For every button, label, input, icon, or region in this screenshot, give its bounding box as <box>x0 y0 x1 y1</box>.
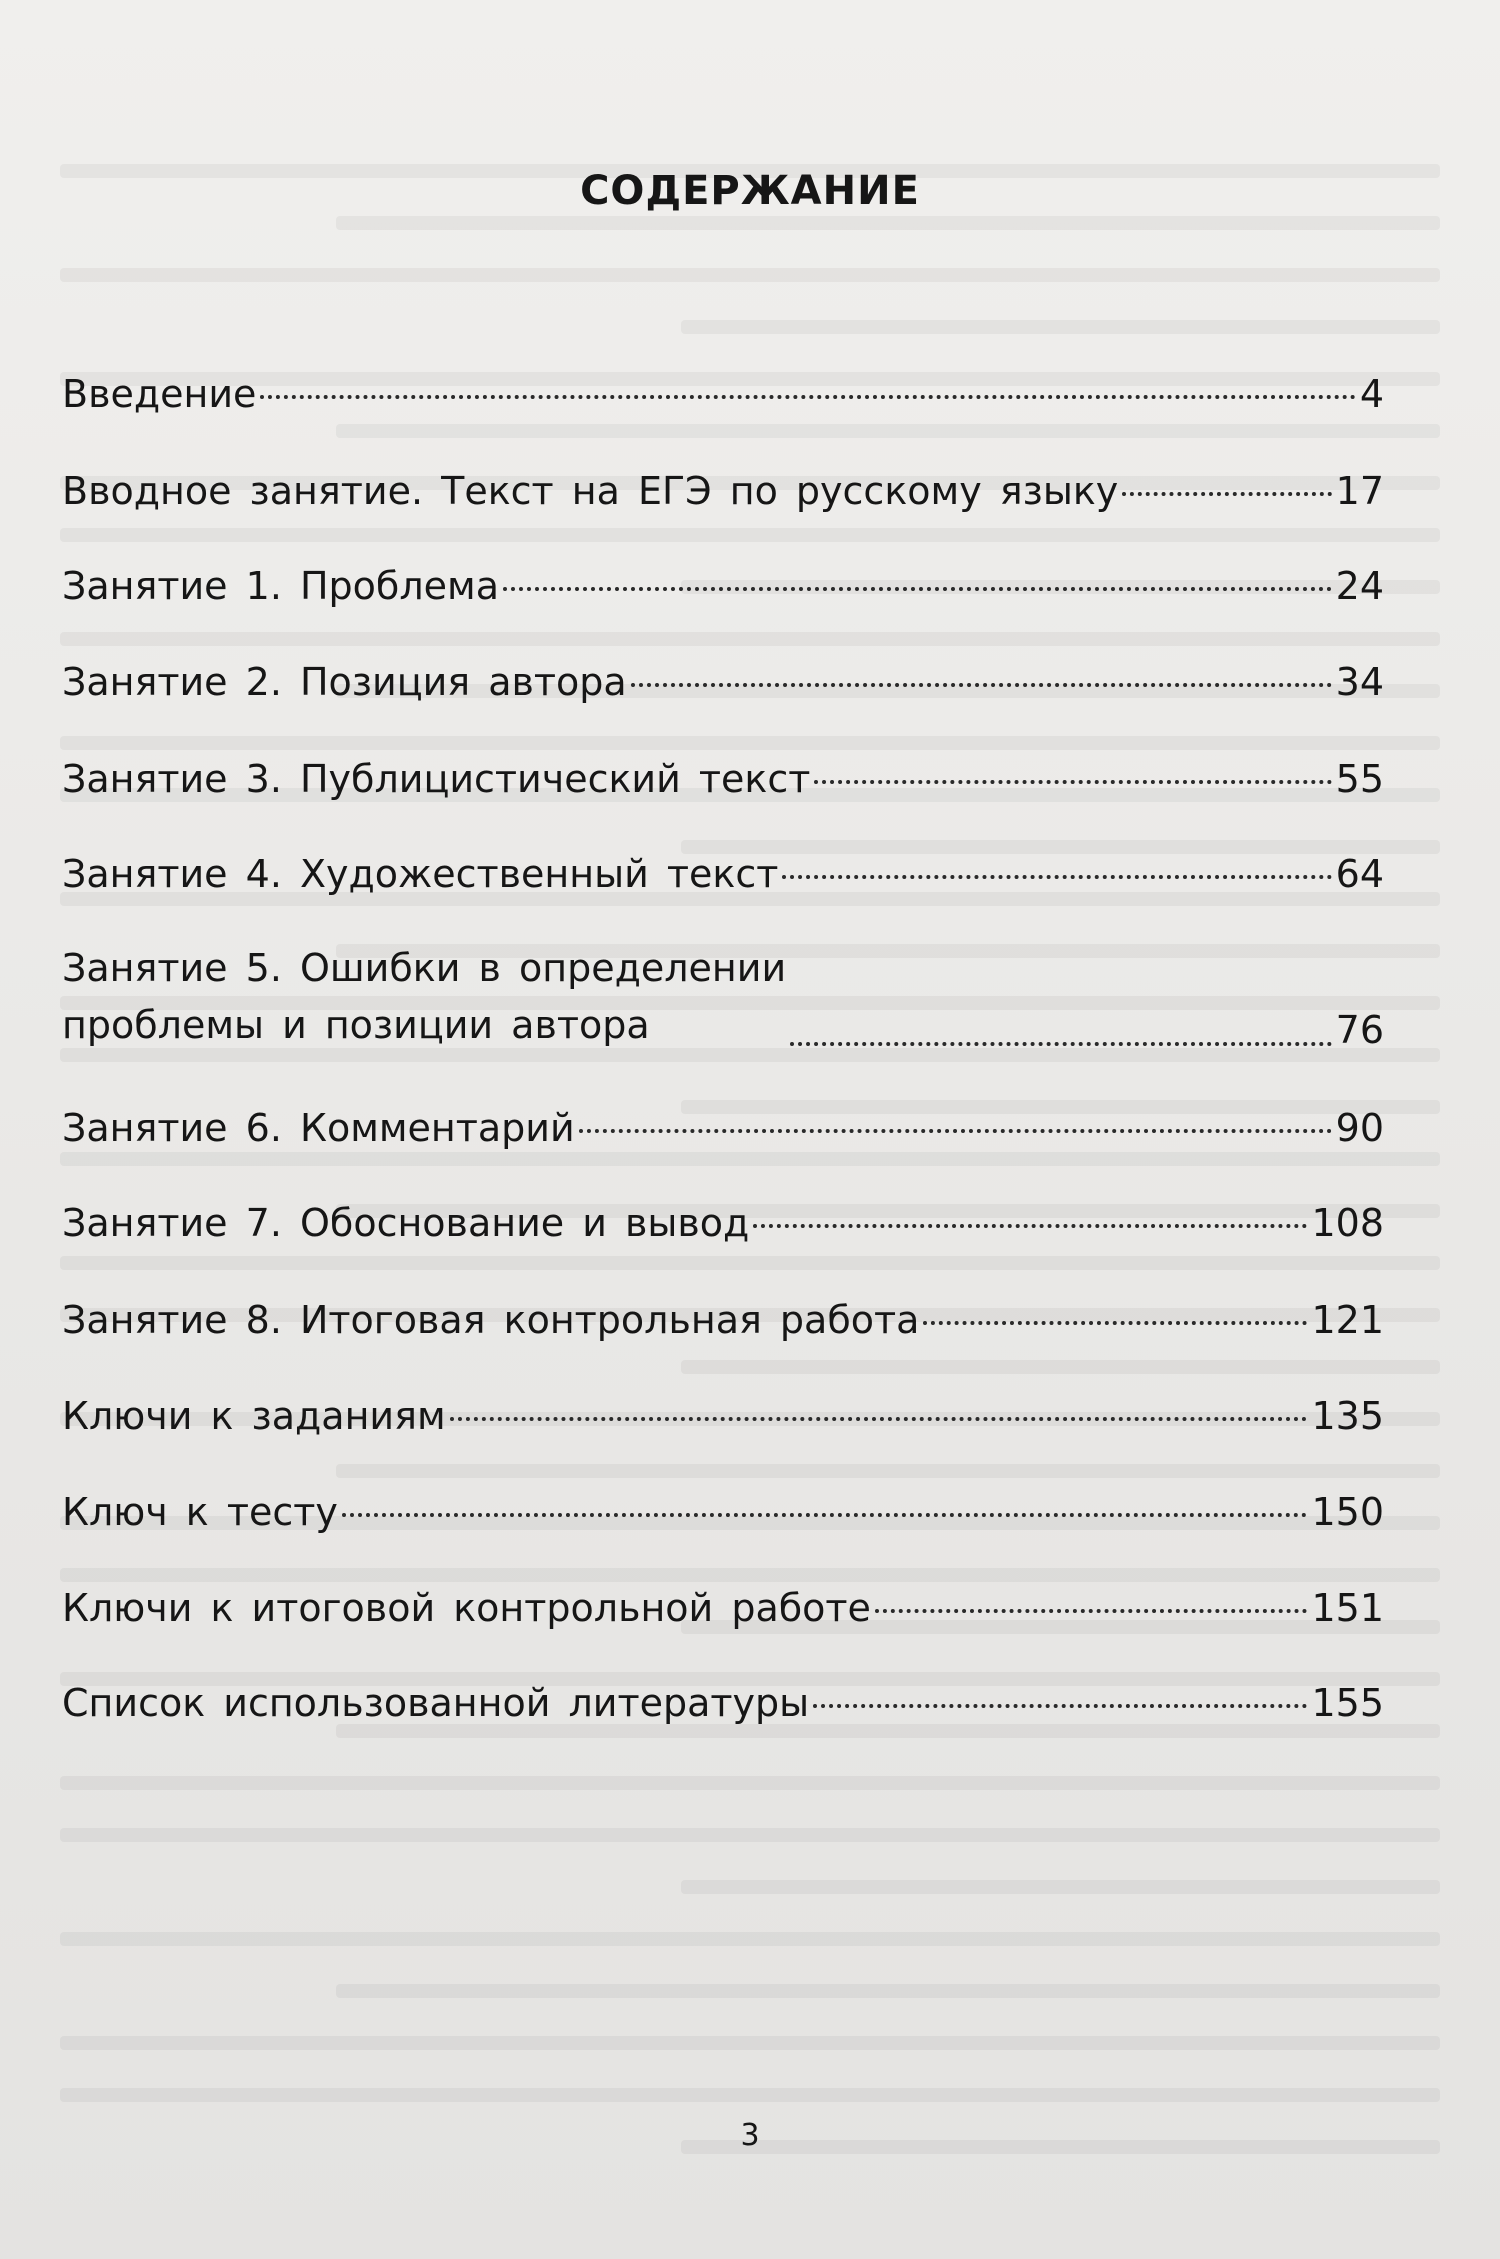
toc-entry-page: 135 <box>1311 1394 1384 1438</box>
toc-entry-label <box>62 940 786 1054</box>
dot-leader <box>1122 492 1331 496</box>
toc-entry-keys-to-tasks[interactable] <box>62 1392 1384 1440</box>
toc-entry-intro-lesson[interactable] <box>62 467 1384 515</box>
toc-entry-page: 4 <box>1359 372 1384 416</box>
toc-entry-label: Занятие 2. Позиция автора <box>62 660 627 704</box>
dot-leader <box>260 395 1355 399</box>
toc-entry-key-to-test[interactable] <box>62 1488 1384 1536</box>
toc-entry-lesson-1[interactable] <box>62 562 1384 610</box>
page-title: СОДЕРЖАНИЕ <box>580 168 920 214</box>
dot-leader <box>790 1042 1331 1046</box>
toc-entry-label: Введение <box>62 372 257 416</box>
toc-entry-label: Занятие 8. Итоговая контрольная работа <box>62 1298 920 1342</box>
toc-entry-label: Занятие 7. Обоснование и вывод <box>62 1201 750 1245</box>
toc-entry-bibliography[interactable] <box>62 1679 1384 1727</box>
toc-entry-page: 121 <box>1311 1298 1384 1342</box>
toc-entry-page: 17 <box>1335 469 1384 513</box>
dot-leader <box>342 1513 1308 1517</box>
toc-entry-lesson-7[interactable] <box>62 1199 1384 1247</box>
dot-leader <box>503 587 1332 591</box>
dot-leader <box>813 1704 1307 1708</box>
toc-entry-page: 150 <box>1311 1490 1384 1534</box>
dot-leader <box>753 1224 1307 1228</box>
page-number: 3 <box>740 2118 760 2153</box>
toc-entry-introduction[interactable] <box>62 370 1384 418</box>
toc-entry-page: 64 <box>1335 852 1384 896</box>
dot-leader <box>875 1609 1308 1613</box>
toc-entry-label: Ключи к заданиям <box>62 1394 446 1438</box>
toc-entry-lesson-4[interactable] <box>62 850 1384 898</box>
toc-entry-label: Вводное занятие. Текст на ЕГЭ по русскому языку <box>62 469 1119 513</box>
toc-entry-page: 24 <box>1335 564 1384 608</box>
toc-entry-label: Занятие 4. Художественный текст <box>62 852 779 896</box>
toc-entry-page: 108 <box>1311 1201 1384 1245</box>
toc-entry-label: Ключи к итоговой контрольной работе <box>62 1586 871 1630</box>
toc-entry-lesson-3[interactable] <box>62 755 1384 803</box>
dot-leader <box>782 875 1331 879</box>
dot-leader <box>923 1321 1307 1325</box>
dot-leader <box>450 1417 1308 1421</box>
toc-entry-label-line-2: проблемы и позиции автора <box>62 1003 650 1047</box>
dot-leader <box>814 780 1331 784</box>
toc-entry-label: Занятие 6. Комментарий <box>62 1106 575 1150</box>
dot-leader <box>631 683 1332 687</box>
toc-entry-lesson-6[interactable] <box>62 1104 1384 1152</box>
toc-entry-page: 76 <box>1335 1008 1384 1052</box>
toc-entry-page: 155 <box>1311 1681 1384 1725</box>
toc-entry-lesson-5[interactable] <box>62 940 1384 1054</box>
toc-entry-page: 90 <box>1335 1106 1384 1150</box>
toc-entry-label: Занятие 3. Публицистический текст <box>62 757 811 801</box>
toc-entry-page: 55 <box>1335 757 1384 801</box>
toc-entry-label-line-1: Занятие 5. Ошибки в определении <box>62 946 787 990</box>
toc-entry-label: Занятие 1. Проблема <box>62 564 499 608</box>
dot-leader <box>579 1129 1332 1133</box>
toc-entry-lesson-2[interactable] <box>62 658 1384 706</box>
toc-entry-page: 34 <box>1335 660 1384 704</box>
toc-entry-label: Ключ к тесту <box>62 1490 338 1534</box>
toc-entry-page: 151 <box>1311 1586 1384 1630</box>
toc-entry-keys-final-test[interactable] <box>62 1584 1384 1632</box>
toc-entry-lesson-8[interactable] <box>62 1296 1384 1344</box>
toc-entry-label: Список использованной литературы <box>62 1681 810 1725</box>
